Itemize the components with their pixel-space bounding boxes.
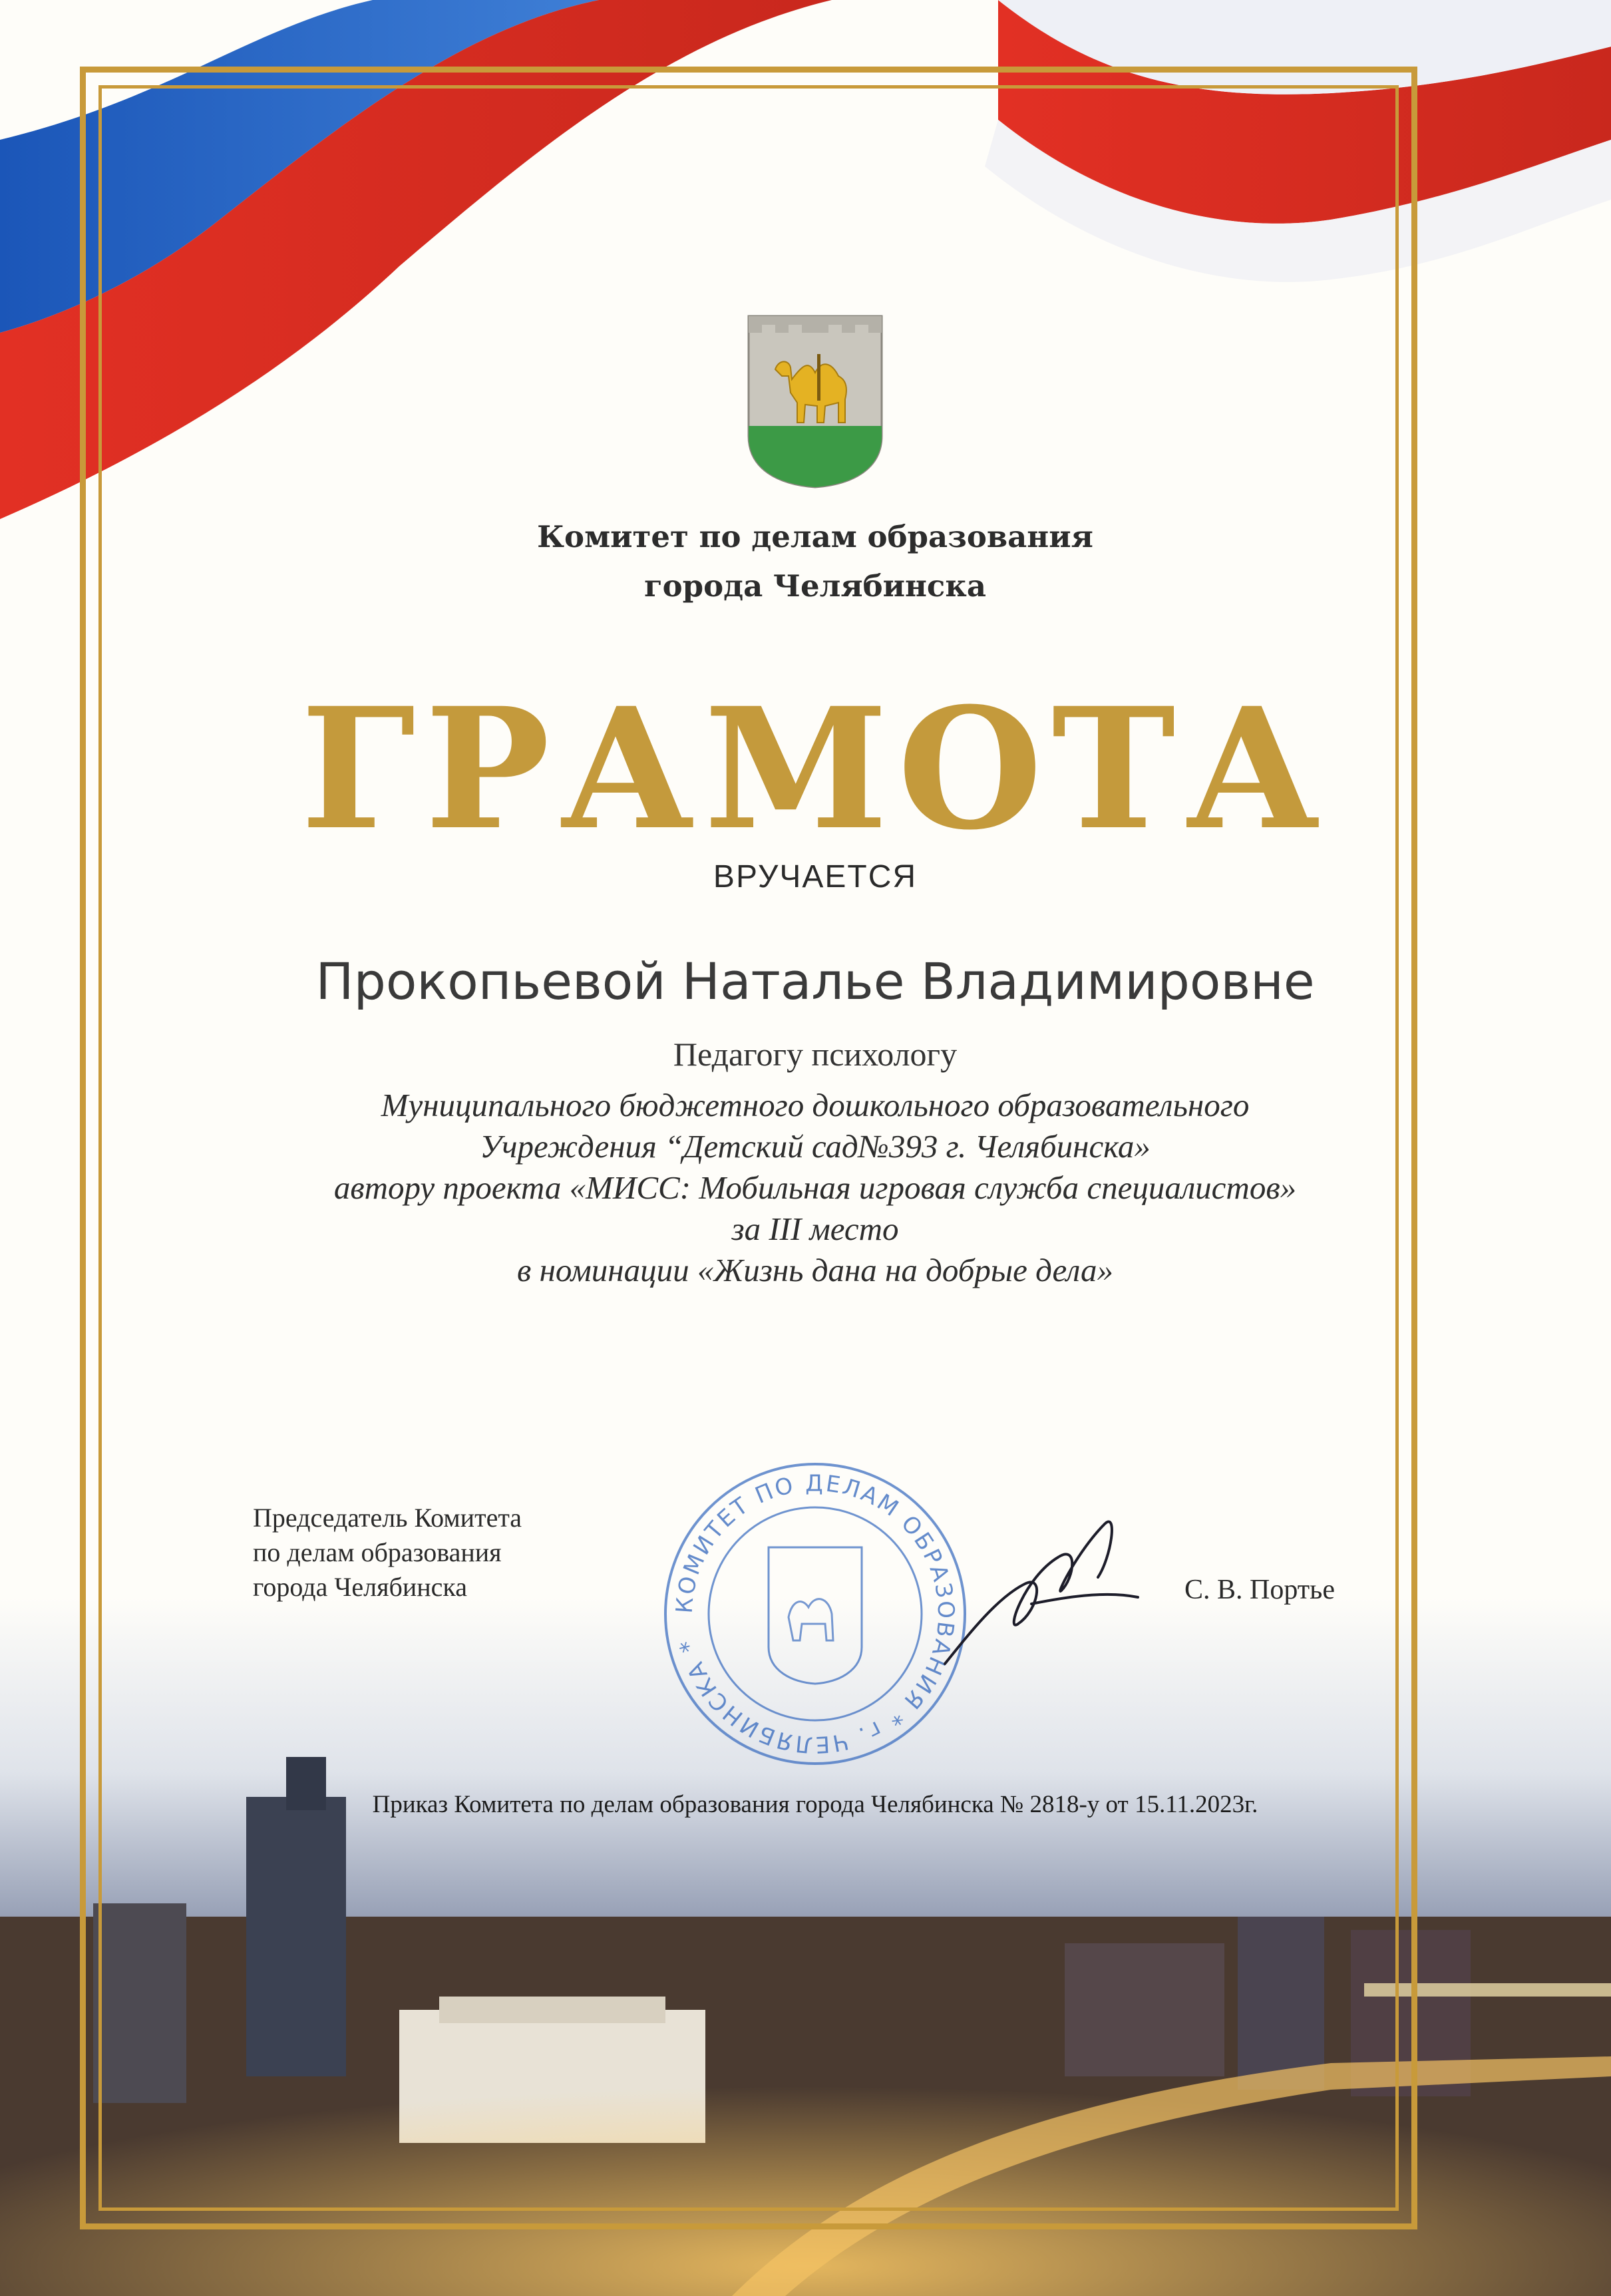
recipient-position: Педагогу психологу [673, 1036, 958, 1073]
award-details [166, 1085, 1464, 1291]
details-line-1: Муниципального бюджетного дошкольного образовательного [381, 1087, 1250, 1123]
details-line-5: в номинации «Жизнь дана на добрые дела» [517, 1252, 1113, 1288]
order-reference: Приказ Комитета по делам образования города Челябинска № 2818-у от 15.11.2023г. [372, 1791, 1258, 1818]
seal-ring-text: КОМИТЕТ ПО ДЕЛАМ ОБРАЗОВАНИЯ * г. ЧЕЛЯБИНСКА * [671, 1469, 960, 1758]
details-line-2: Учреждения “Детский сад№393 г. Челябинска» [480, 1128, 1151, 1165]
chelyabinsk-coat-of-arms-icon [745, 313, 885, 489]
chairman-line-3: города Челябинска [253, 1572, 467, 1602]
signer-name: С. В. Портье [1184, 1575, 1335, 1605]
details-line-4: за III место [731, 1211, 899, 1247]
svg-text:КОМИТЕТ ПО ДЕЛАМ ОБРАЗОВАНИЯ * [671, 1470, 960, 1758]
details-line-3: автору проекта «МИСС: Мобильная игровая служба специалистов» [333, 1169, 1297, 1206]
chairman-line-2: по делам образования [253, 1537, 502, 1567]
chairman-line-1: Председатель Комитета [253, 1503, 522, 1533]
chairman-title [253, 1501, 652, 1605]
handwritten-signature [932, 1497, 1151, 1697]
issuing-committee [266, 512, 1364, 611]
recipient-name: Прокопьевой Наталье Владимировне [315, 952, 1315, 1011]
committee-line-1: Комитет по делам образования [537, 519, 1093, 554]
certificate-title: ГРАМОТА [300, 671, 1330, 866]
official-seal-stamp [659, 1457, 972, 1770]
committee-line-2: города Челябинска [644, 568, 986, 604]
awarded-label: ВРУЧАЕТСЯ [713, 859, 918, 894]
